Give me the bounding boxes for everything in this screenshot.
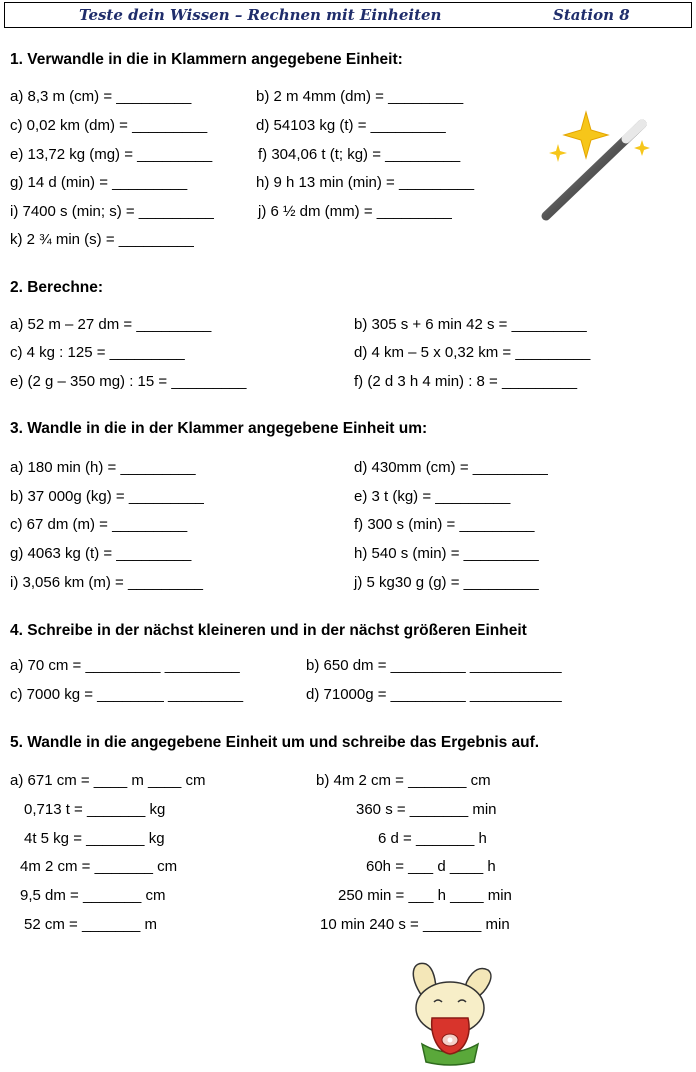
exercise-1k: k) 2 ¾ min (s) = _________ — [10, 231, 194, 248]
exercise-4b: b) 650 dm = _________ ___________ — [306, 657, 562, 674]
exercise-2f: f) (2 d 3 h 4 min) : 8 = _________ — [354, 373, 578, 390]
exercise-1b: b) 2 m 4mm (dm) = _________ — [256, 88, 464, 105]
section-5-heading: 5. Wandle in die angegebene Einheit um und schreibe das Ergebnis auf. — [10, 734, 540, 751]
exercise-1e: e) 13,72 kg (mg) = _________ — [10, 146, 213, 163]
section-4-heading: 4. Schreibe in der nächst kleineren und in der nächst größeren Einheit — [10, 622, 527, 639]
section-3-heading: 3. Wandle in die in der Klammer angegebene Einheit um: — [10, 420, 428, 437]
exercise-2a: a) 52 m – 27 dm = _________ — [10, 316, 212, 333]
exercise-3a: a) 180 min (h) = _________ — [10, 459, 196, 476]
section-1-heading: 1. Verwandle in die in Klammern angegebene Einheit: — [10, 51, 403, 68]
page-header — [4, 2, 692, 28]
exercise-1d: d) 54103 kg (t) = _________ — [256, 117, 446, 134]
exercise-5a-3: 4t 5 kg = _______ kg — [24, 830, 165, 847]
exercise-5b-1: b) 4m 2 cm = _______ cm — [316, 772, 491, 789]
section-2-heading: 2. Berechne: — [10, 279, 104, 296]
exercise-3c: c) 67 dm (m) = _________ — [10, 516, 188, 533]
exercise-5a-2: 0,713 t = _______ kg — [24, 801, 166, 818]
exercise-3i: i) 3,056 km (m) = _________ — [10, 574, 204, 591]
exercise-1j: j) 6 ½ dm (mm) = _________ — [258, 203, 452, 220]
rabbit-eating-icon — [402, 956, 498, 1066]
exercise-1g: g) 14 d (min) = _________ — [10, 174, 188, 191]
exercise-5b-6: 10 min 240 s = _______ min — [320, 916, 510, 933]
exercise-5a-1: a) 671 cm = ____ m ____ cm — [10, 772, 206, 789]
exercise-3h: h) 540 s (min) = _________ — [354, 545, 539, 562]
exercise-3d: d) 430mm (cm) = _________ — [354, 459, 548, 476]
exercise-5a-6: 52 cm = _______ m — [24, 916, 158, 933]
exercise-2d: d) 4 km – 5 x 0,32 km = _________ — [354, 344, 591, 361]
exercise-3g: g) 4063 kg (t) = _________ — [10, 545, 192, 562]
exercise-1a: a) 8,3 m (cm) = _________ — [10, 88, 192, 105]
exercise-2b: b) 305 s + 6 min 42 s = _________ — [354, 316, 587, 333]
page-title: Teste dein Wissen – Rechnen mit Einheiten — [79, 6, 442, 24]
exercise-4a: a) 70 cm = _________ _________ — [10, 657, 240, 674]
exercise-5a-4: 4m 2 cm = _______ cm — [20, 858, 178, 875]
exercise-1i: i) 7400 s (min; s) = _________ — [10, 203, 214, 220]
exercise-4c: c) 7000 kg = ________ _________ — [10, 686, 244, 703]
magic-wand-icon — [538, 108, 658, 226]
exercise-1c: c) 0,02 km (dm) = _________ — [10, 117, 208, 134]
exercise-2e: e) (2 g – 350 mg) : 15 = _________ — [10, 373, 247, 390]
exercise-3j: j) 5 kg30 g (g) = _________ — [354, 574, 539, 591]
exercise-5a-5: 9,5 dm = _______ cm — [20, 887, 166, 904]
exercise-5b-3: 6 d = _______ h — [378, 830, 487, 847]
exercise-4d: d) 71000g = _________ ___________ — [306, 686, 562, 703]
exercise-3f: f) 300 s (min) = _________ — [354, 516, 535, 533]
station-label: Station 8 — [553, 6, 630, 24]
exercise-1h: h) 9 h 13 min (min) = _________ — [256, 174, 475, 191]
exercise-3b: b) 37 000g (kg) = _________ — [10, 488, 204, 505]
exercise-3e: e) 3 t (kg) = _________ — [354, 488, 511, 505]
exercise-5b-2: 360 s = _______ min — [356, 801, 497, 818]
exercise-5b-4: 60h = ___ d ____ h — [366, 858, 496, 875]
exercise-5b-5: 250 min = ___ h ____ min — [338, 887, 512, 904]
exercise-1f: f) 304,06 t (t; kg) = _________ — [258, 146, 461, 163]
exercise-2c: c) 4 kg : 125 = _________ — [10, 344, 185, 361]
